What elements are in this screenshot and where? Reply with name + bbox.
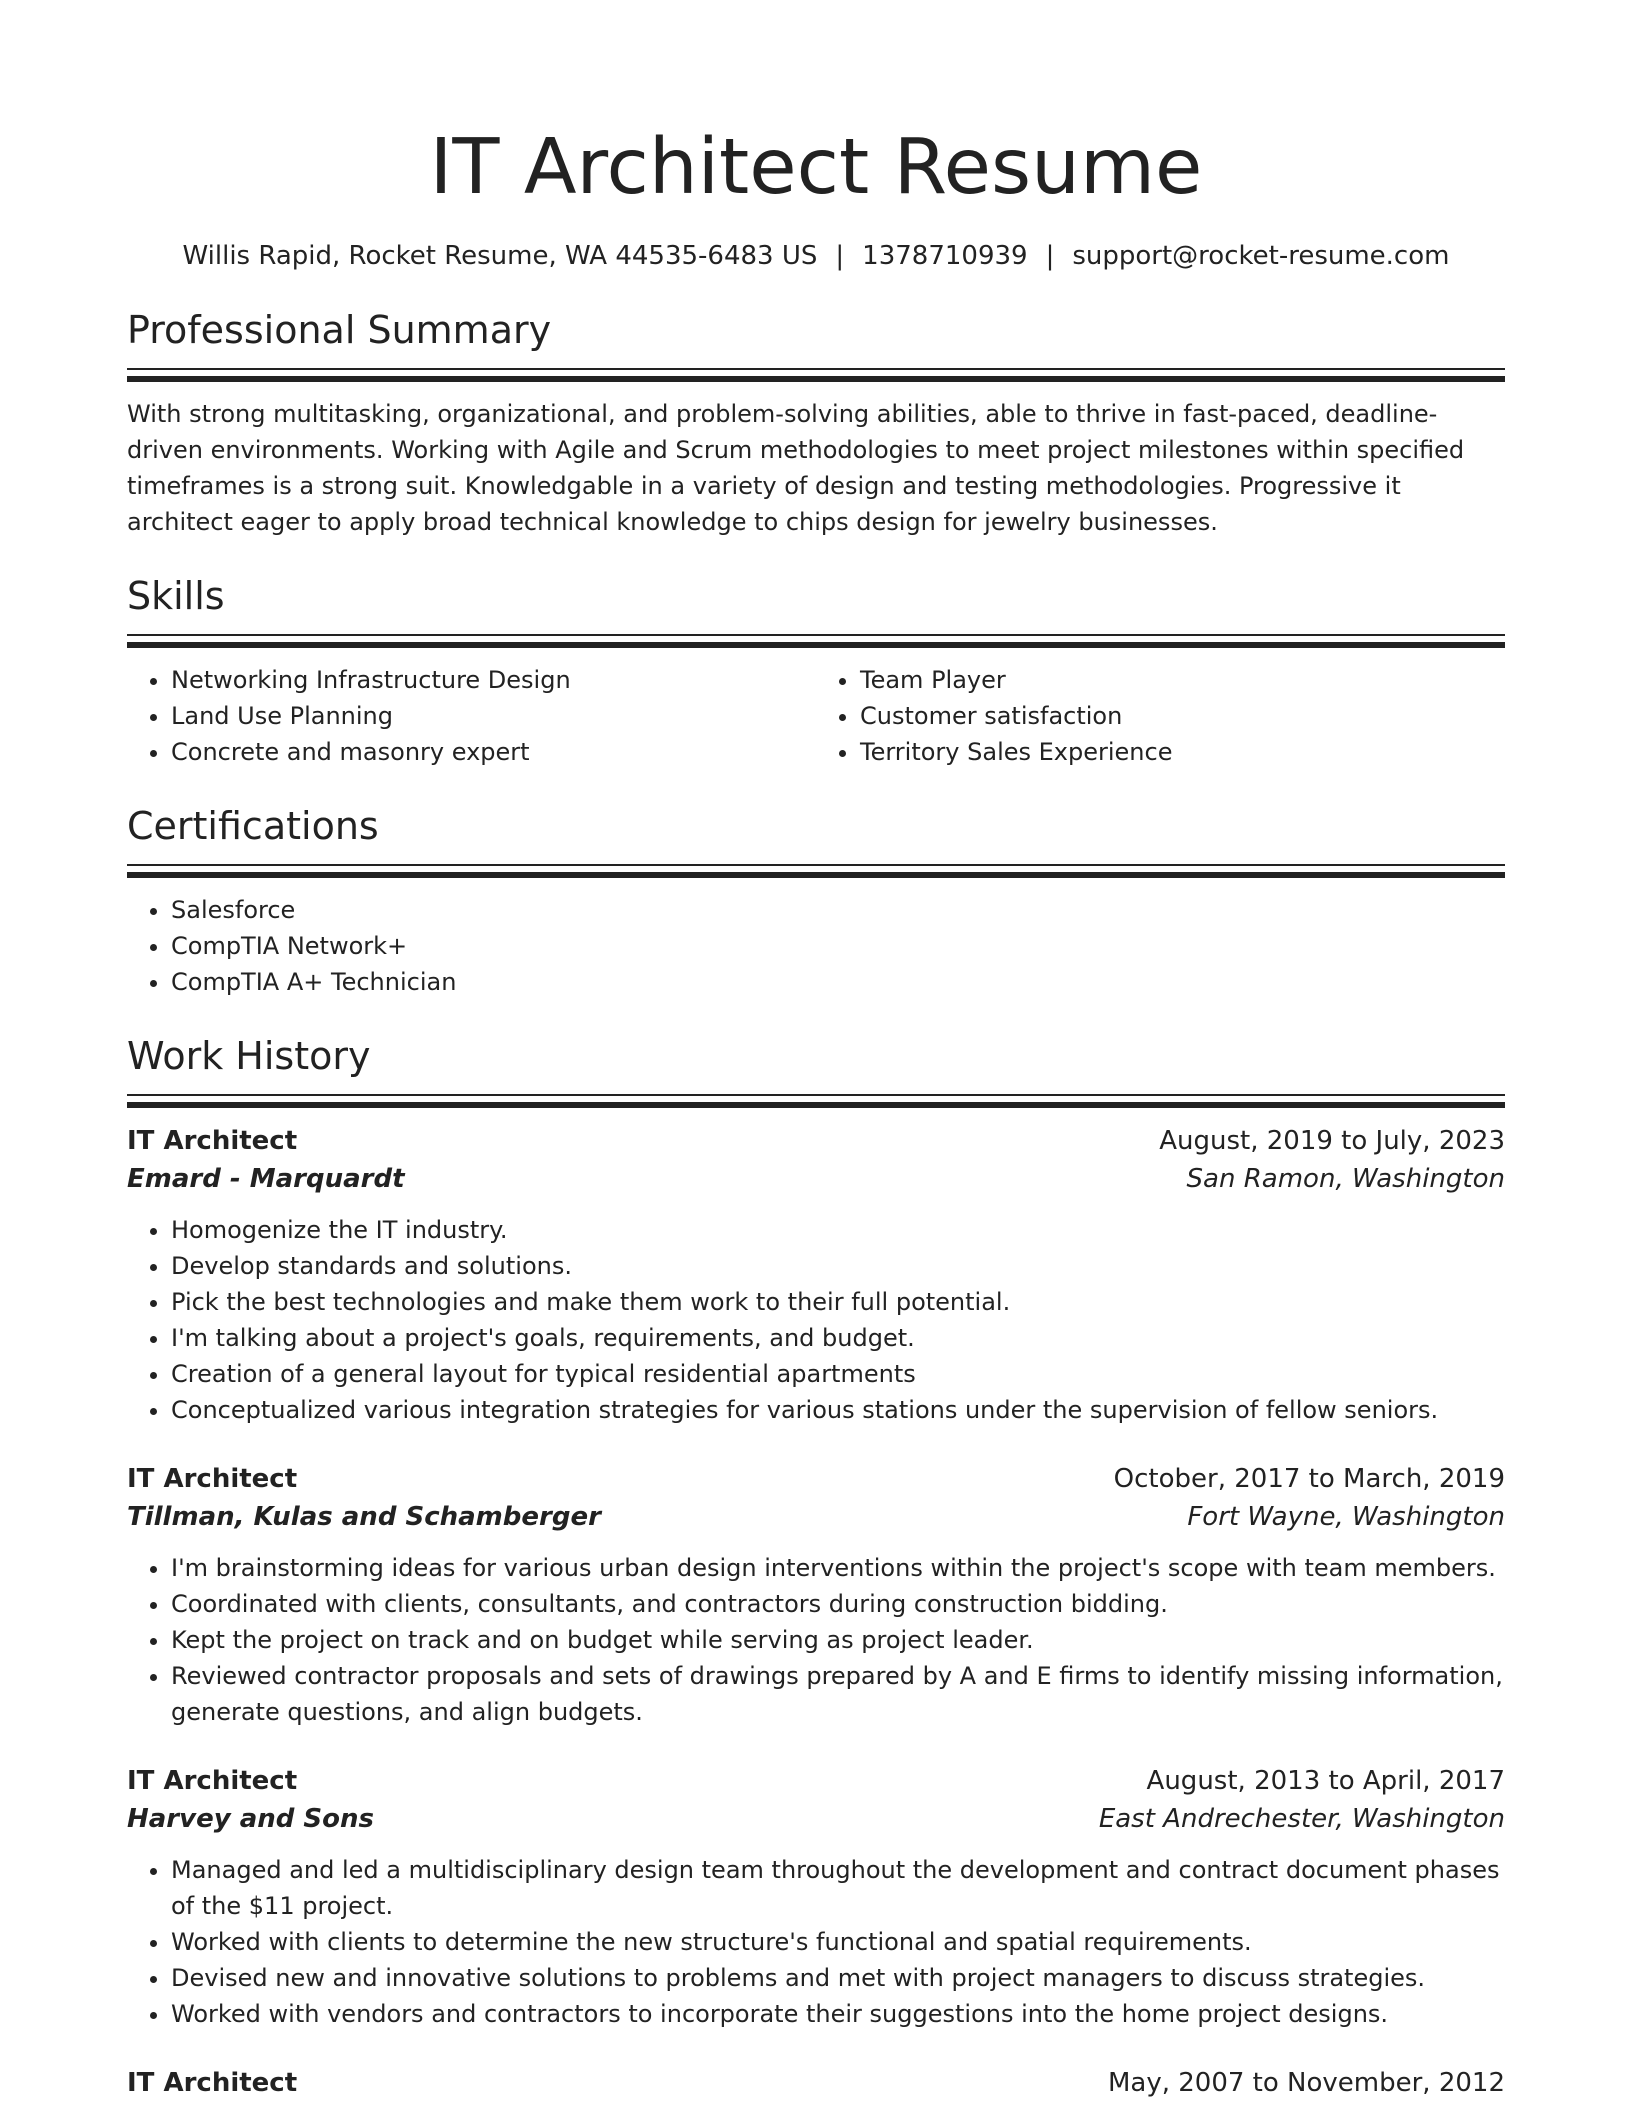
job-bullet: • Coordinated with clients, consultants, and contractors during construction bidding. — [171, 1586, 1505, 1622]
job-bullet: • Pick the best technologies and make them work to their full potential. — [171, 1284, 1505, 1320]
job-company-row — [127, 1800, 1505, 1838]
job-entry — [127, 1460, 1505, 1730]
job-dates: August, 2013 to April, 2017 — [1146, 1766, 1505, 1796]
job-bullet: • Devised new and innovative solutions to problems and met with project managers to discuss strategies. — [171, 1960, 1505, 1996]
job-title: IT Architect — [127, 2068, 298, 2098]
section-divider — [127, 634, 1505, 648]
job-bullet: • Develop standards and solutions. — [171, 1248, 1505, 1284]
contact-address: Willis Rapid, Rocket Resume, WA 44535-6483 US — [182, 241, 818, 271]
section-heading: Professional Summary — [127, 308, 552, 352]
section-heading: Skills — [127, 574, 225, 618]
job-company: Harvey and Sons — [127, 1804, 374, 1834]
contact-separator: | — [835, 241, 845, 271]
job-company-row — [127, 1498, 1505, 1536]
skills-list-left — [127, 662, 816, 770]
contact-separator: | — [1045, 241, 1055, 271]
skill-item: • Networking Infrastructure Design — [171, 662, 816, 698]
summary-section — [127, 304, 1505, 540]
job-bullets — [127, 1212, 1505, 1428]
job-location: San Ramon, Washington — [1186, 1164, 1505, 1194]
job-location: Fort Wayne, Washington — [1187, 1502, 1505, 1532]
contact-phone: 1378710939 — [862, 241, 1028, 271]
job-title: IT Architect — [127, 1464, 298, 1494]
section-heading: Certifications — [127, 804, 379, 848]
work-history-section — [127, 1030, 1505, 2102]
job-company-row — [127, 1160, 1505, 1198]
job-location: East Andrechester, Washington — [1098, 1804, 1505, 1834]
skills-grid — [127, 662, 1505, 770]
job-dates: October, 2017 to March, 2019 — [1113, 1464, 1505, 1494]
job-entry — [127, 1122, 1505, 1428]
certification-item: • Salesforce — [171, 892, 1505, 928]
job-bullet: • Kept the project on track and on budget while serving as project leader. — [171, 1622, 1505, 1658]
job-bullet: • Conceptualized various integration strategies for various stations under the supervision of fellow seniors. — [171, 1392, 1505, 1428]
job-bullet: • Worked with clients to determine the new structure's functional and spatial requirements. — [171, 1924, 1505, 1960]
skill-item: • Concrete and masonry expert — [171, 734, 816, 770]
job-entry — [127, 1762, 1505, 2032]
job-dates: May, 2007 to November, 2012 — [1107, 2068, 1505, 2098]
section-divider — [127, 864, 1505, 878]
certification-item: • CompTIA Network+ — [171, 928, 1505, 964]
job-bullet: • Reviewed contractor proposals and sets of drawings prepared by A and E firms to identify missing information, generate questions, and align budgets. — [171, 1658, 1505, 1730]
skills-section — [127, 570, 1505, 770]
job-company: Emard - Marquardt — [127, 1164, 405, 1194]
skill-item: • Team Player — [860, 662, 1505, 698]
certifications-section — [127, 800, 1505, 1000]
skills-list-right — [816, 662, 1505, 770]
skill-item: • Territory Sales Experience — [860, 734, 1505, 770]
job-bullet: • I'm brainstorming ideas for various urban design interventions within the project's scope with team members. — [171, 1550, 1505, 1586]
skill-item: • Customer satisfaction — [860, 698, 1505, 734]
job-header-row — [127, 1122, 1505, 1160]
job-company: Tillman, Kulas and Schamberger — [127, 1502, 601, 1532]
certification-item: • CompTIA A+ Technician — [171, 964, 1505, 1000]
section-divider — [127, 368, 1505, 382]
page-title: IT Architect Resume — [429, 123, 1203, 212]
job-title: IT Architect — [127, 1126, 298, 1156]
contact-line — [127, 236, 1505, 276]
job-header-row — [127, 2064, 1505, 2102]
job-header-row — [127, 1460, 1505, 1498]
job-dates: August, 2019 to July, 2023 — [1159, 1126, 1505, 1156]
job-bullets — [127, 1852, 1505, 2032]
job-bullets — [127, 1550, 1505, 1730]
job-entry — [127, 2064, 1505, 2102]
summary-text: With strong multitasking, organizational, and problem-solving abilities, able to thrive in fast-paced, deadline-driven environments. Working with Agile and Scrum methodologies to meet project milestones within specified timeframes is a strong suit. Knowledgable in a variety of design and testing methodologies. Progressive it architect eager to apply broad technical knowledge to chips design for jewelry businesses. — [127, 400, 1465, 536]
skill-item: • Land Use Planning — [171, 698, 816, 734]
job-bullet: • Managed and led a multidisciplinary design team throughout the development and contract document phases of the $11 project. — [171, 1852, 1505, 1924]
contact-email[interactable]: support@rocket-resume.com — [1072, 241, 1450, 271]
job-bullet: • Worked with vendors and contractors to incorporate their suggestions into the home project designs. — [171, 1996, 1505, 2032]
job-title: IT Architect — [127, 1766, 298, 1796]
certifications-list — [127, 892, 1505, 1000]
section-heading: Work History — [127, 1034, 371, 1078]
job-bullet: • I'm talking about a project's goals, requirements, and budget. — [171, 1320, 1505, 1356]
job-bullet: • Homogenize the IT industry. — [171, 1212, 1505, 1248]
job-header-row — [127, 1762, 1505, 1800]
job-bullet: • Creation of a general layout for typical residential apartments — [171, 1356, 1505, 1392]
section-divider — [127, 1094, 1505, 1108]
